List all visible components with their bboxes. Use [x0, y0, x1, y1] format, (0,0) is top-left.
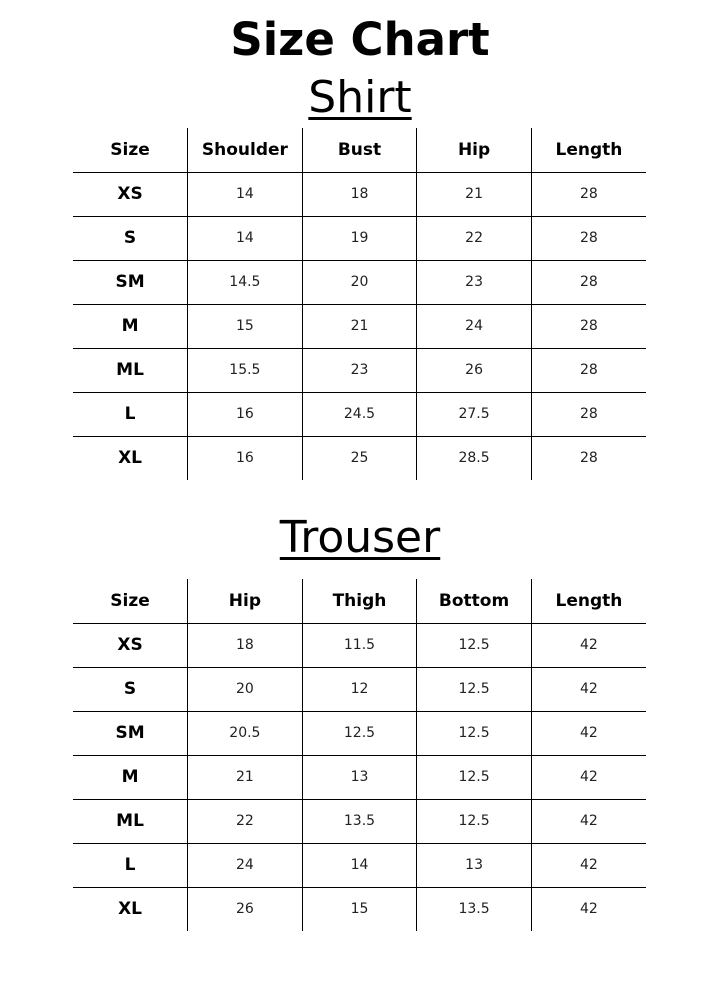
table-cell: 22 [188, 799, 303, 843]
table-cell: 42 [531, 843, 646, 887]
size-cell: ML [73, 348, 188, 392]
table-cell: 16 [188, 392, 303, 436]
table-cell: 12.5 [417, 667, 532, 711]
column-header: Hip [417, 128, 532, 172]
table-cell: 42 [531, 711, 646, 755]
column-header: Length [531, 579, 646, 623]
table-cell: 42 [531, 887, 646, 931]
table-cell: 42 [531, 799, 646, 843]
table-cell: 20 [302, 260, 417, 304]
size-cell: S [73, 216, 188, 260]
trouser-title-text: Trouser [279, 512, 441, 563]
table-cell: 13.5 [302, 799, 417, 843]
table-cell: 12.5 [417, 799, 532, 843]
trouser-size-table [73, 579, 646, 931]
table-cell: 24 [188, 843, 303, 887]
page-title: Size Chart [230, 13, 490, 66]
size-cell: XL [118, 899, 143, 920]
table-cell: 28 [531, 304, 646, 348]
table-cell: 21 [302, 304, 417, 348]
size-cell: XS [73, 172, 188, 216]
table-cell: 28 [531, 348, 646, 392]
table-row [73, 436, 646, 480]
size-cell: M [73, 755, 188, 799]
table-header-row [73, 579, 646, 623]
size-cell: SM [73, 711, 188, 755]
column-header: Thigh [302, 579, 417, 623]
table-cell: 19 [302, 216, 417, 260]
table-cell: 13.5 [417, 887, 532, 931]
table-cell: 12.5 [417, 623, 532, 667]
table-cell: 42 [531, 755, 646, 799]
table-row [73, 799, 646, 843]
table-cell: 12.5 [302, 711, 417, 755]
table-cell: 28 [531, 392, 646, 436]
table-cell: 22 [417, 216, 532, 260]
table-cell: 14 [188, 216, 303, 260]
size-cell: S [73, 667, 188, 711]
table-cell: 11.5 [302, 623, 417, 667]
shirt-title-text: Shirt [308, 72, 412, 123]
table-cell: 14.5 [188, 260, 303, 304]
table-cell: 16 [188, 436, 303, 480]
size-cell: L [73, 843, 188, 887]
table-cell: 42 [531, 623, 646, 667]
column-header: Bottom [417, 579, 532, 623]
table-header-row [73, 128, 646, 172]
table-cell: 15 [188, 304, 303, 348]
table-row [73, 172, 646, 216]
table-cell: 23 [302, 348, 417, 392]
table-cell: 25 [302, 436, 417, 480]
table-cell: 27.5 [417, 392, 532, 436]
column-header: Length [531, 128, 646, 172]
trouser-section-title [0, 512, 720, 564]
column-header: Hip [188, 579, 303, 623]
table-row [73, 216, 646, 260]
shirt-size-table [73, 128, 646, 480]
table-cell: 28 [531, 172, 646, 216]
table-cell: 28 [531, 260, 646, 304]
table-row [73, 887, 646, 931]
shirt-section-title [0, 72, 720, 124]
table-cell: 42 [531, 667, 646, 711]
table-cell: 13 [417, 843, 532, 887]
table-cell: 12 [302, 667, 417, 711]
table-row [73, 755, 646, 799]
table-row [73, 843, 646, 887]
table-cell: 15.5 [188, 348, 303, 392]
table-cell: 12.5 [417, 755, 532, 799]
table-cell: 13 [302, 755, 417, 799]
table-cell: 12.5 [417, 711, 532, 755]
table-cell: 18 [302, 172, 417, 216]
column-header: Bust [302, 128, 417, 172]
table-row [73, 348, 646, 392]
size-cell: XL [118, 448, 143, 469]
size-cell: ML [73, 799, 188, 843]
size-cell: XS [73, 623, 188, 667]
table-row [73, 392, 646, 436]
table-cell: 20 [188, 667, 303, 711]
table-cell: 28 [531, 436, 646, 480]
column-header: Shoulder [188, 128, 303, 172]
table-cell: 28.5 [417, 436, 532, 480]
table-cell: 18 [188, 623, 303, 667]
table-cell: 28 [531, 216, 646, 260]
table-cell: 21 [417, 172, 532, 216]
table-row [73, 260, 646, 304]
table-cell: 26 [417, 348, 532, 392]
table-cell: 14 [302, 843, 417, 887]
table-cell: 14 [188, 172, 303, 216]
size-cell: M [73, 304, 188, 348]
table-cell: 20.5 [188, 711, 303, 755]
size-cell: L [73, 392, 188, 436]
column-header: Size [73, 579, 188, 623]
table-cell: 23 [417, 260, 532, 304]
table-row [73, 711, 646, 755]
table-cell: 24.5 [302, 392, 417, 436]
table-cell: 21 [188, 755, 303, 799]
column-header: Size [73, 128, 188, 172]
table-cell: 26 [188, 887, 303, 931]
table-row [73, 304, 646, 348]
size-cell: SM [73, 260, 188, 304]
table-row [73, 623, 646, 667]
table-row [73, 667, 646, 711]
table-cell: 15 [302, 887, 417, 931]
table-cell: 24 [417, 304, 532, 348]
